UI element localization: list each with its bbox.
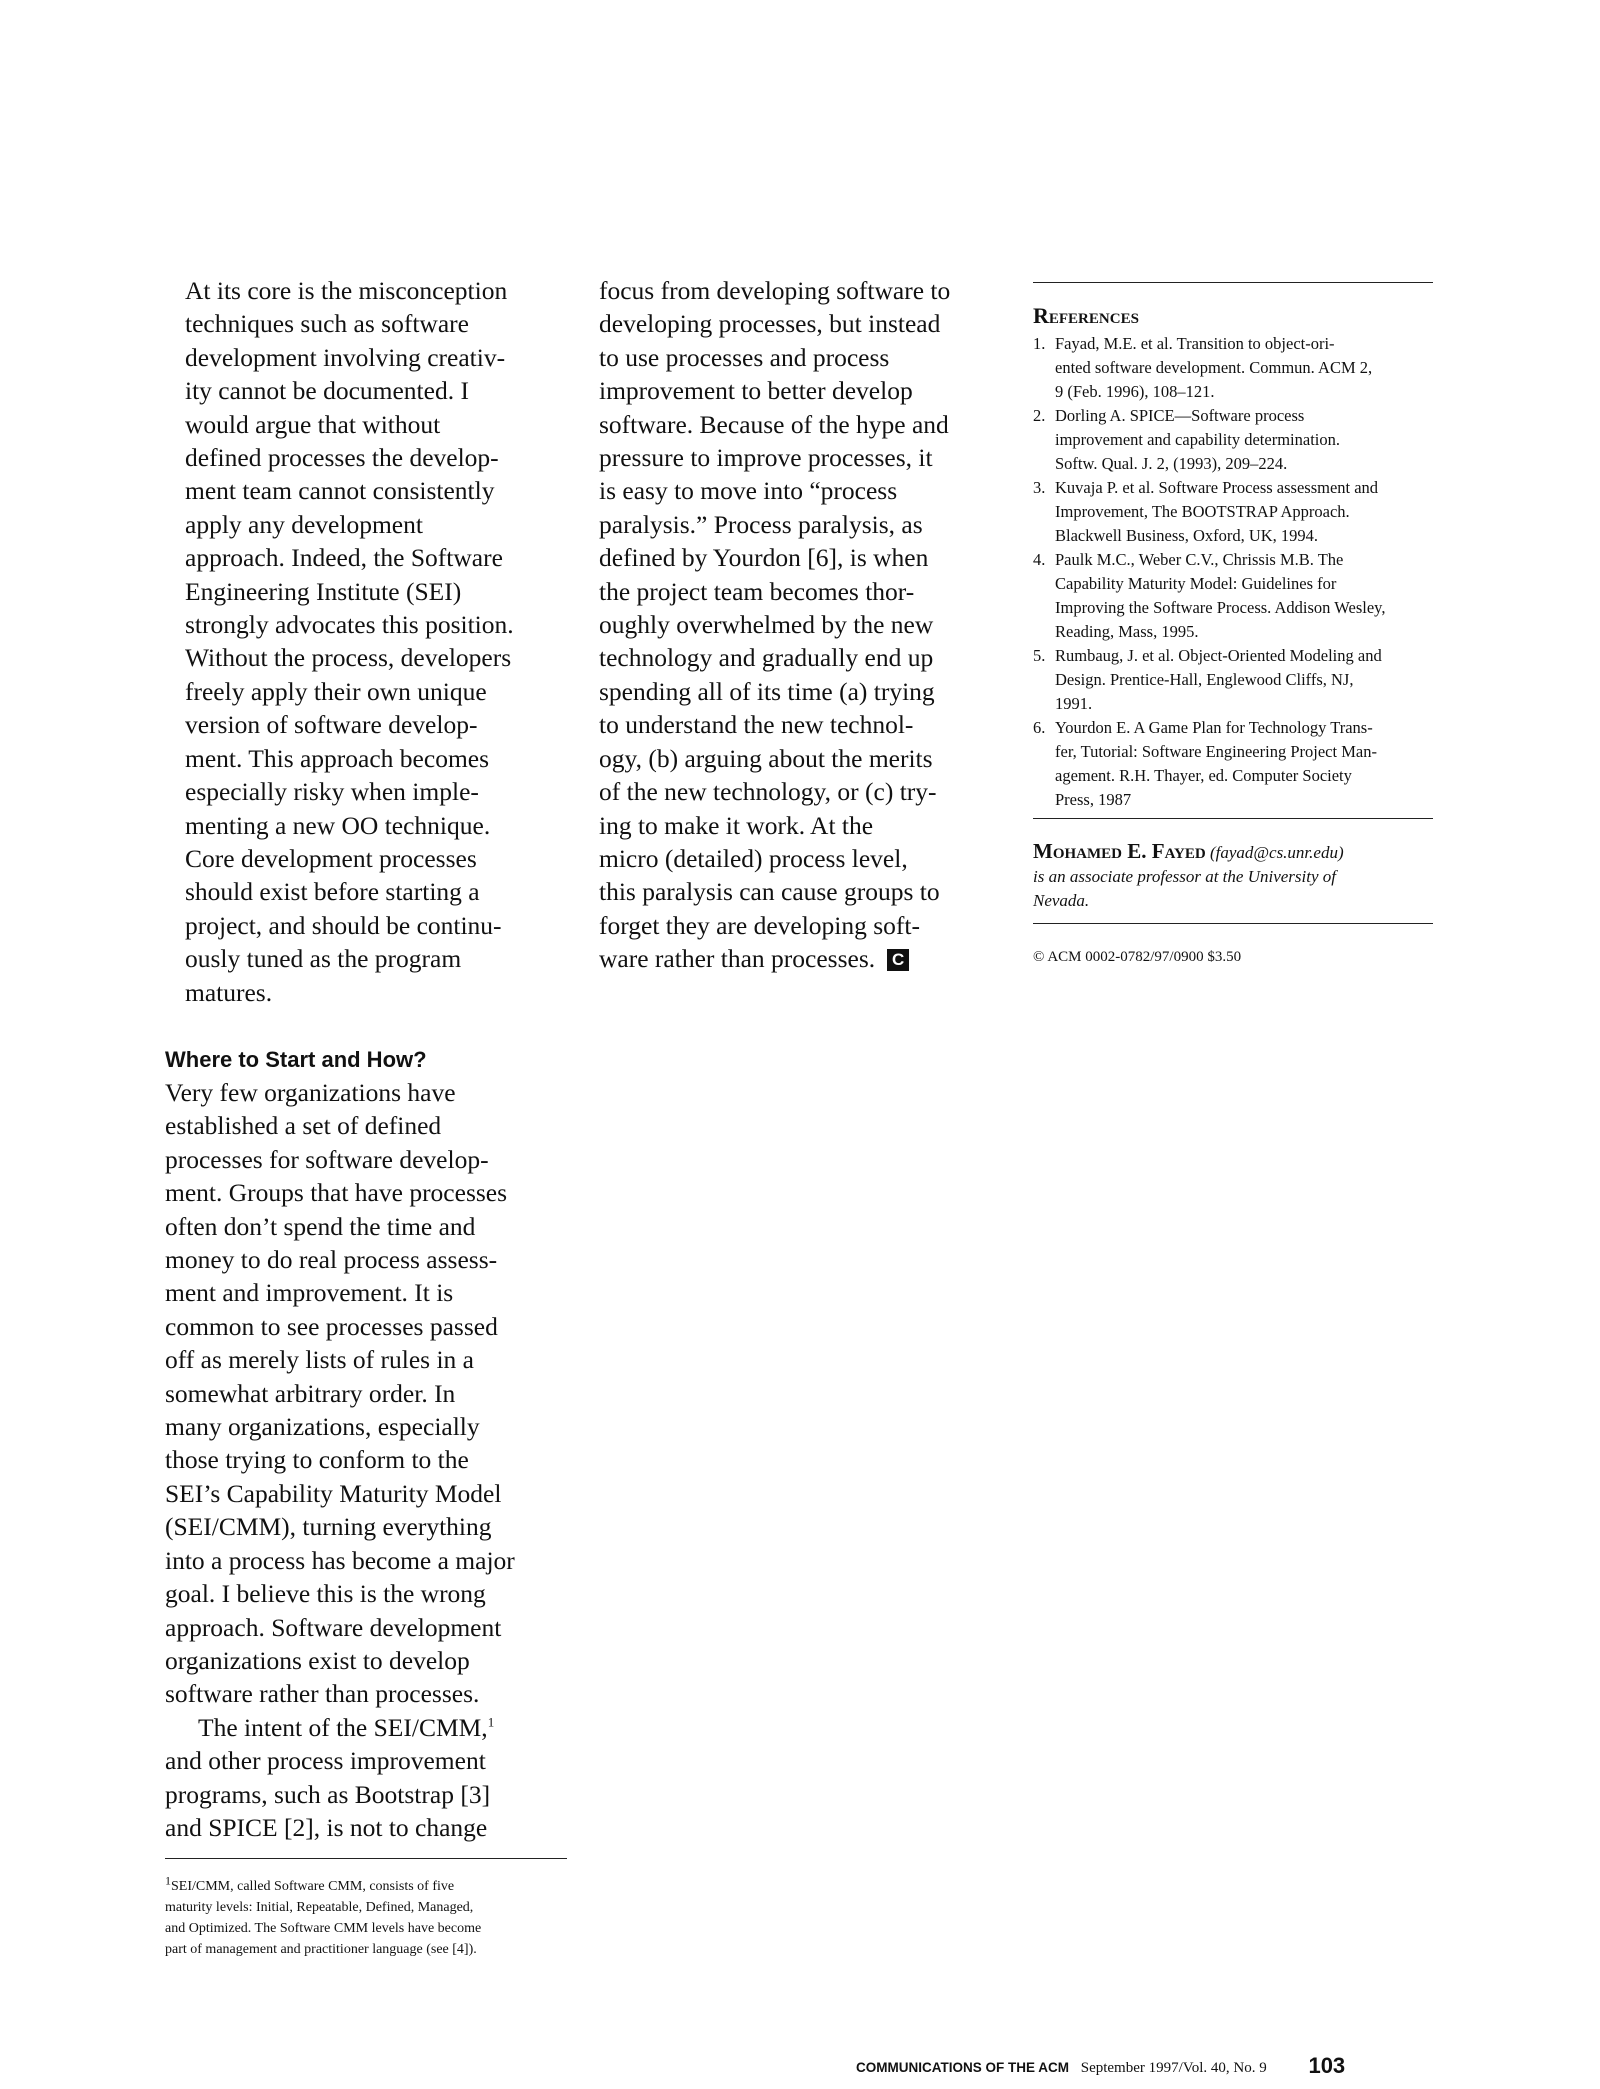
author-bio-line: is an associate professor at the University of	[1033, 867, 1336, 886]
reference-line: Capability Maturity Model: Guidelines for	[1055, 574, 1337, 593]
paragraph-line: of the new technology, or (c) try-	[599, 777, 937, 807]
paragraph-line: and SPICE [2], is not to change	[165, 1812, 488, 1842]
intent-line-text: The intent of the SEI/CMM,	[198, 1712, 488, 1742]
footnote-marker: 1	[487, 1714, 495, 1730]
footnote	[165, 1873, 570, 1960]
reference-text	[1055, 476, 1433, 548]
author-bottom-rule	[1033, 923, 1433, 924]
footnote-line-first	[165, 1873, 570, 1897]
reference-text	[1055, 332, 1433, 404]
paragraph-line: many organizations, especially	[165, 1412, 480, 1442]
reference-line: Press, 1987	[1055, 790, 1132, 809]
references-bottom-rule	[1033, 818, 1433, 819]
reference-number: 5.	[1033, 646, 1046, 665]
reference-item	[1033, 476, 1433, 548]
paragraph-line: often don’t spend the time and	[165, 1211, 476, 1241]
issue-info: September 1997/Vol. 40, No. 9	[1080, 2060, 1267, 2076]
paragraph-line: money to do real process assess-	[165, 1245, 498, 1275]
reference-item	[1033, 644, 1433, 716]
paragraph-line: is easy to move into “process	[599, 476, 898, 506]
paragraph-line: improvement to better develop	[599, 376, 913, 406]
footnote-rule	[165, 1858, 567, 1859]
reference-item	[1033, 716, 1433, 812]
reference-line: fer, Tutorial: Software Engineering Project Man-	[1055, 742, 1377, 761]
references-top-rule	[1033, 282, 1433, 283]
author-email: (fayad@cs.unr.edu)	[1209, 843, 1344, 862]
reference-number: 2.	[1033, 406, 1046, 425]
journal-name: COMMUNICATIONS OF THE ACM	[856, 2060, 1069, 2075]
reference-text	[1055, 548, 1433, 644]
paragraph-line: ment. Groups that have processes	[165, 1178, 508, 1208]
references-heading: References	[1033, 303, 1139, 328]
reference-line: improvement and capability determination.	[1055, 430, 1340, 449]
paragraph-line: to understand the new technol-	[599, 710, 914, 740]
paragraph-line: somewhat arbitrary order. In	[165, 1378, 456, 1408]
footnote-line: and Optimized. The Software CMM levels have become	[165, 1921, 482, 1936]
paragraph-line: focus from developing software to	[599, 276, 951, 305]
paragraph-line: those trying to conform to the	[165, 1445, 469, 1475]
paragraph-line: ment team cannot consistently	[185, 476, 495, 506]
paragraph-line: oughly overwhelmed by the new	[599, 610, 934, 640]
reference-line: Dorling A. SPICE—Software process	[1055, 406, 1305, 425]
reference-text	[1055, 716, 1433, 812]
reference-number: 4.	[1033, 550, 1046, 569]
intent-line	[165, 1711, 575, 1744]
paragraph-line: software. Because of the hype and	[599, 409, 949, 439]
paragraph-line: would argue that without	[185, 409, 441, 439]
paragraph-line: established a set of defined	[165, 1111, 442, 1141]
paragraph-line: goal. I believe this is the wrong	[165, 1579, 486, 1609]
paragraph-line: matures.	[185, 977, 273, 1007]
reference-line: Design. Prentice-Hall, Englewood Cliffs, NJ,	[1055, 670, 1354, 689]
reference-text	[1055, 404, 1433, 476]
reference-line: Yourdon E. A Game Plan for Technology Trans-	[1055, 718, 1373, 737]
paragraph-line: menting a new OO technique.	[185, 810, 491, 840]
paragraph-line: ogy, (b) arguing about the merits	[599, 743, 933, 773]
reference-text	[1055, 644, 1433, 716]
paragraph-line: project, and should be continu-	[185, 910, 502, 940]
paragraph-line: to use processes and process	[599, 342, 890, 372]
paragraph-line: processes for software develop-	[165, 1144, 489, 1174]
paragraph-line: ously tuned as the program	[185, 944, 462, 974]
paragraph-line: defined processes the develop-	[185, 443, 499, 473]
paragraph-line: Engineering Institute (SEI)	[185, 576, 462, 606]
reference-item	[1033, 404, 1433, 476]
paragraph-line: ing to make it work. At the	[599, 810, 874, 840]
paragraph-line: ment. This approach becomes	[185, 743, 490, 773]
reference-line: Rumbaug, J. et al. Object-Oriented Modeling and	[1055, 646, 1382, 665]
reference-line: agement. R.H. Thayer, ed. Computer Society	[1055, 766, 1352, 785]
paragraph-line: off as merely lists of rules in a	[165, 1345, 475, 1375]
reference-line: 9 (Feb. 1996), 108–121.	[1055, 382, 1215, 401]
paragraph-line: programs, such as Bootstrap [3]	[165, 1779, 491, 1809]
reference-list	[1033, 332, 1433, 812]
copyright-notice: © ACM 0002-0782/97/0900 $3.50	[1033, 949, 1242, 965]
paragraph-line: (SEI/CMM), turning everything	[165, 1512, 492, 1542]
reference-number: 6.	[1033, 718, 1046, 737]
reference-line: 1991.	[1055, 694, 1093, 713]
reference-line: ented software development. Commun. ACM 2,	[1055, 358, 1373, 377]
reference-line: Improving the Software Process. Addison Wesley,	[1055, 598, 1386, 617]
paragraph-line: version of software develop-	[185, 710, 478, 740]
paragraph-line: freely apply their own unique	[185, 676, 487, 706]
reference-line: Fayad, M.E. et al. Transition to object-ori-	[1055, 334, 1335, 353]
paragraph-line: strongly advocates this position.	[185, 610, 514, 640]
paragraph-line: technology and gradually end up	[599, 643, 934, 673]
paragraph-line: micro (detailed) process level,	[599, 843, 908, 873]
paragraph-line: Very few organizations have	[165, 1078, 456, 1107]
reference-line: Reading, Mass, 1995.	[1055, 622, 1199, 641]
reference-line: Paulk M.C., Weber C.V., Chrissis M.B. The	[1055, 550, 1344, 569]
reference-number: 1.	[1033, 334, 1046, 353]
paragraph-line: Core development processes	[185, 843, 477, 873]
paragraph-line: approach. Software development	[165, 1612, 502, 1642]
paragraph-line: approach. Indeed, the Software	[185, 543, 503, 573]
paragraph-line: At its core is the misconception	[185, 276, 508, 305]
page-number: 103	[1308, 2053, 1346, 2078]
author-name: Mohamed E. Fayed	[1033, 839, 1206, 863]
author-bio-line: Nevada.	[1033, 891, 1090, 910]
paragraph-line: ity cannot be documented. I	[185, 376, 469, 406]
paragraph-line: the project team becomes thor-	[599, 576, 915, 606]
reference-line: Blackwell Business, Oxford, UK, 1994.	[1055, 526, 1319, 545]
reference-line: Kuvaja P. et al. Software Process assessment and	[1055, 478, 1379, 497]
footnote-number: 1	[165, 1873, 171, 1888]
paragraph-line: development involving creativ-	[185, 342, 506, 372]
paragraph-line: apply any development	[185, 509, 423, 539]
paragraph-line: organizations exist to develop	[165, 1645, 470, 1675]
reference-item	[1033, 548, 1433, 644]
paragraph-line: especially risky when imple-	[185, 777, 479, 807]
paragraph-line: should exist before starting a	[185, 877, 480, 907]
paragraph-line: and other process improvement	[165, 1746, 486, 1776]
section-heading: Where to Start and How?	[165, 1047, 427, 1072]
paragraph-line: SEI’s Capability Maturity Model	[165, 1478, 502, 1508]
column-1-bottom-text	[165, 1044, 575, 1844]
author-block	[1033, 839, 1433, 913]
paragraph-line: paralysis.” Process paralysis, as	[599, 509, 923, 539]
reference-line: Improvement, The BOOTSTRAP Approach.	[1055, 502, 1350, 521]
last-line-text: ware rather than processes.	[599, 944, 876, 974]
paragraph-line: into a process has become a major	[165, 1545, 515, 1575]
paragraph-line: common to see processes passed	[165, 1311, 498, 1341]
column-3-sidebar	[1033, 282, 1433, 968]
paragraph-line: developing processes, but instead	[599, 309, 941, 339]
paragraph-line: Without the process, developers	[185, 643, 512, 673]
reference-line: Softw. Qual. J. 2, (1993), 209–224.	[1055, 454, 1288, 473]
paragraph-line: this paralysis can cause groups to	[599, 877, 940, 907]
end-mark-icon: C	[887, 949, 909, 971]
paragraph-line: ment and improvement. It is	[165, 1278, 454, 1308]
footnote-line: part of management and practitioner language (see [4]).	[165, 1942, 477, 1957]
reference-item	[1033, 332, 1433, 404]
paragraph-line: spending all of its time (a) trying	[599, 676, 935, 706]
paragraph-line: defined by Yourdon [6], is when	[599, 543, 929, 573]
column-2-text	[599, 274, 1004, 976]
paragraph-line: pressure to improve processes, it	[599, 443, 933, 473]
paragraph-line: software rather than processes.	[165, 1679, 480, 1709]
column-2-last-line	[599, 942, 1004, 975]
footnote-line: maturity levels: Initial, Repeatable, Defined, Managed,	[165, 1900, 474, 1915]
column-1-top-text	[185, 274, 575, 1009]
paragraph-line: forget they are developing soft-	[599, 910, 921, 940]
footnote-text: SEI/CMM, called Software CMM, consists of five	[171, 1879, 455, 1894]
paragraph-line: techniques such as software	[185, 309, 469, 339]
reference-number: 3.	[1033, 478, 1046, 497]
page-footer	[856, 2053, 1346, 2078]
